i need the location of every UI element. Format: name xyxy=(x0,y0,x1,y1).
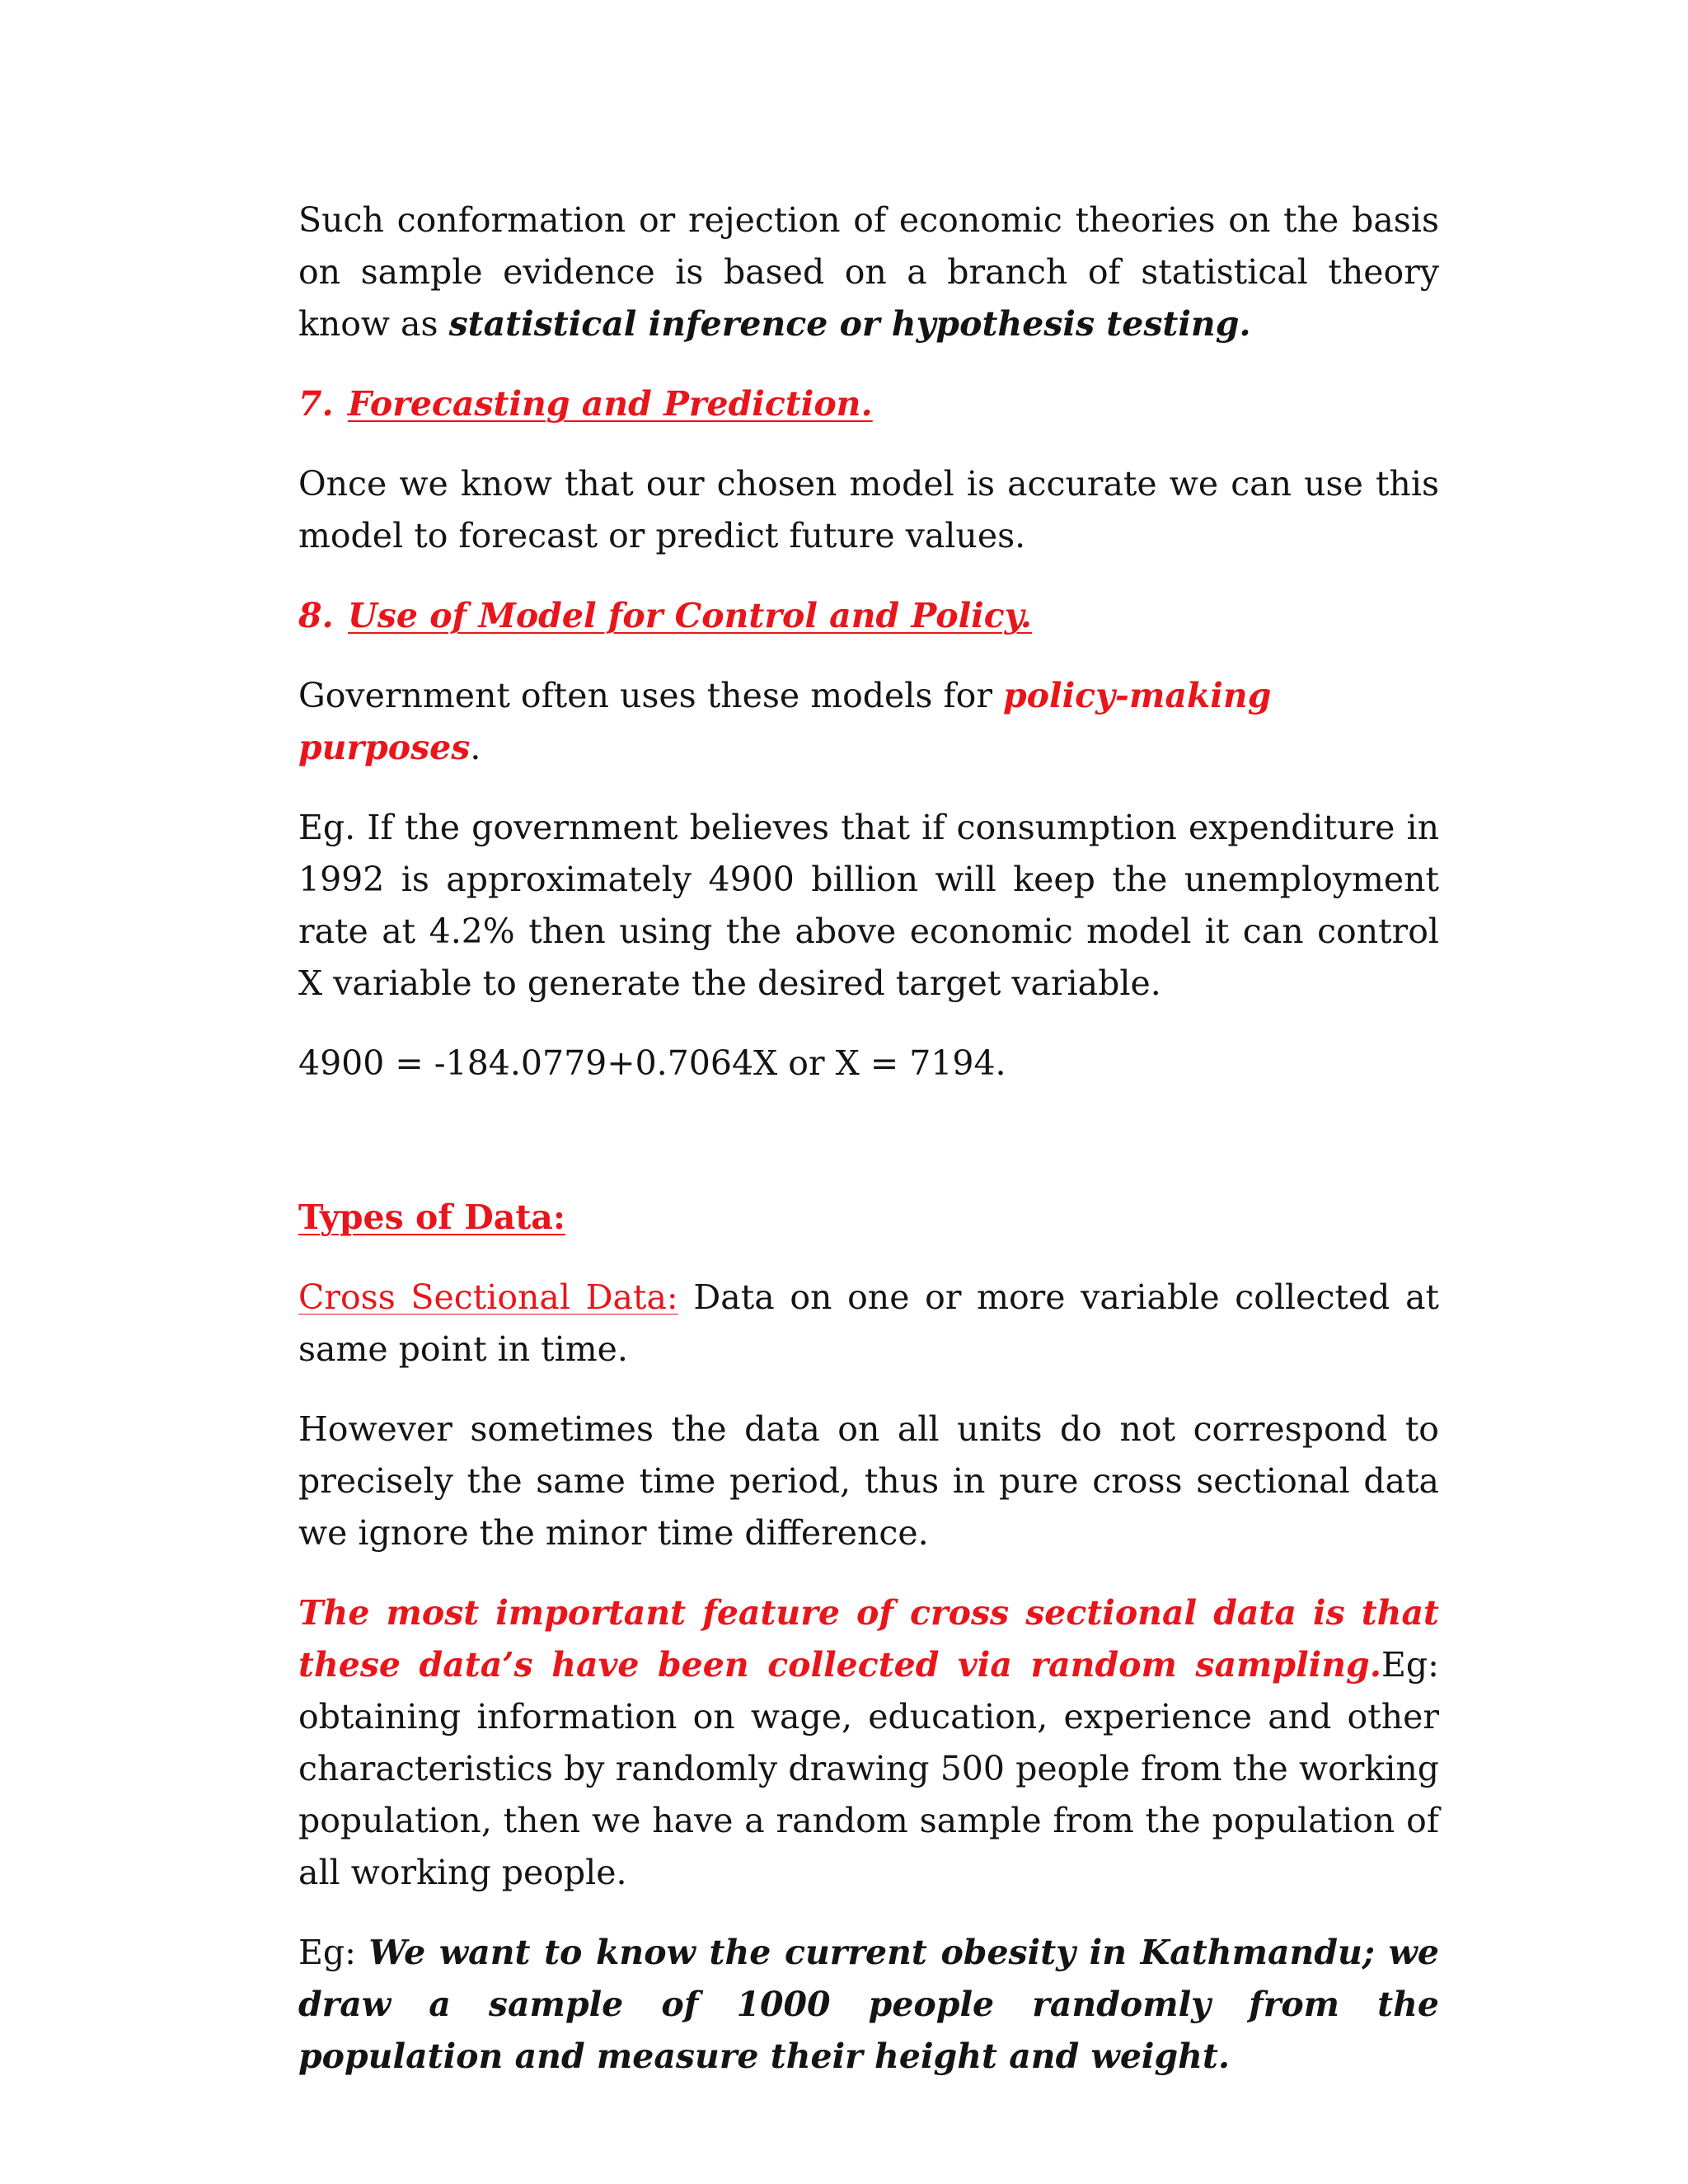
emphasis-text: statistical inference or hypothesis testing. xyxy=(448,304,1251,344)
heading-title: Use of Model for Control and Policy. xyxy=(348,596,1033,635)
paragraph-end: . xyxy=(470,728,481,767)
emphasis-text: policy-making purposes xyxy=(298,676,1272,767)
heading-number: 8. xyxy=(298,596,334,635)
paragraph-cross-sectional xyxy=(298,1272,1439,1376)
paragraph-forecasting: Once we know that our chosen model is accurate we can use this model to forecast or predict future values. xyxy=(298,464,1439,555)
paragraph-obesity-example xyxy=(298,1927,1439,2083)
emphasis-text: We want to know the current obesity in Kathmandu; we draw a sample of 1000 people randomly from the population and measure their height and weight. xyxy=(298,1933,1439,2076)
heading-title: Forecasting and Prediction. xyxy=(348,384,873,424)
paragraph-example: Eg. If the government believes that if consumption expenditure in 1992 is approximately 4900 billion will keep the unemployment rate at 4.2% then using the above economic model it can control X variable to generate the desired target variable. xyxy=(298,808,1439,1003)
document-body xyxy=(298,194,1439,2111)
heading-forecasting xyxy=(298,378,1439,430)
equation-line: 4900 = -184.0779+0.7064X or X = 7194. xyxy=(298,1043,1006,1083)
paragraph-text: Eg: obtaining information on wage, education, experience and other characteristics by randomly drawing 500 people from the working population, then we have a random sample from the population of all working people. xyxy=(298,1645,1439,1892)
heading-number: 7. xyxy=(298,384,334,424)
paragraph-hypothesis-testing xyxy=(298,194,1439,350)
emphasis-text: The most important feature of cross sectional data is that these data’s have been collected via random sampling. xyxy=(298,1593,1439,1685)
paragraph-text: Government often uses these models for xyxy=(298,676,1003,715)
paragraph-random-sampling xyxy=(298,1587,1439,1899)
heading-control-policy xyxy=(298,590,1439,642)
paragraph-time-difference: However sometimes the data on all units do not correspond to precisely the same time period, thus in pure cross sectional data we ignore the minor time difference. xyxy=(298,1409,1439,1553)
paragraph-prefix: Eg: xyxy=(298,1933,369,1972)
paragraph-text: Such conformation or rejection of economic theories on the basis on sample evidence is based on a branch of statistical theory know as xyxy=(298,200,1439,344)
section-title-types-of-data: Types of Data: xyxy=(298,1197,565,1237)
paragraph-policy xyxy=(298,670,1439,774)
term-label: Cross Sectional Data: xyxy=(298,1277,678,1317)
paragraph-text: Data on one or more variable collected at same point in time. xyxy=(298,1277,1439,1369)
